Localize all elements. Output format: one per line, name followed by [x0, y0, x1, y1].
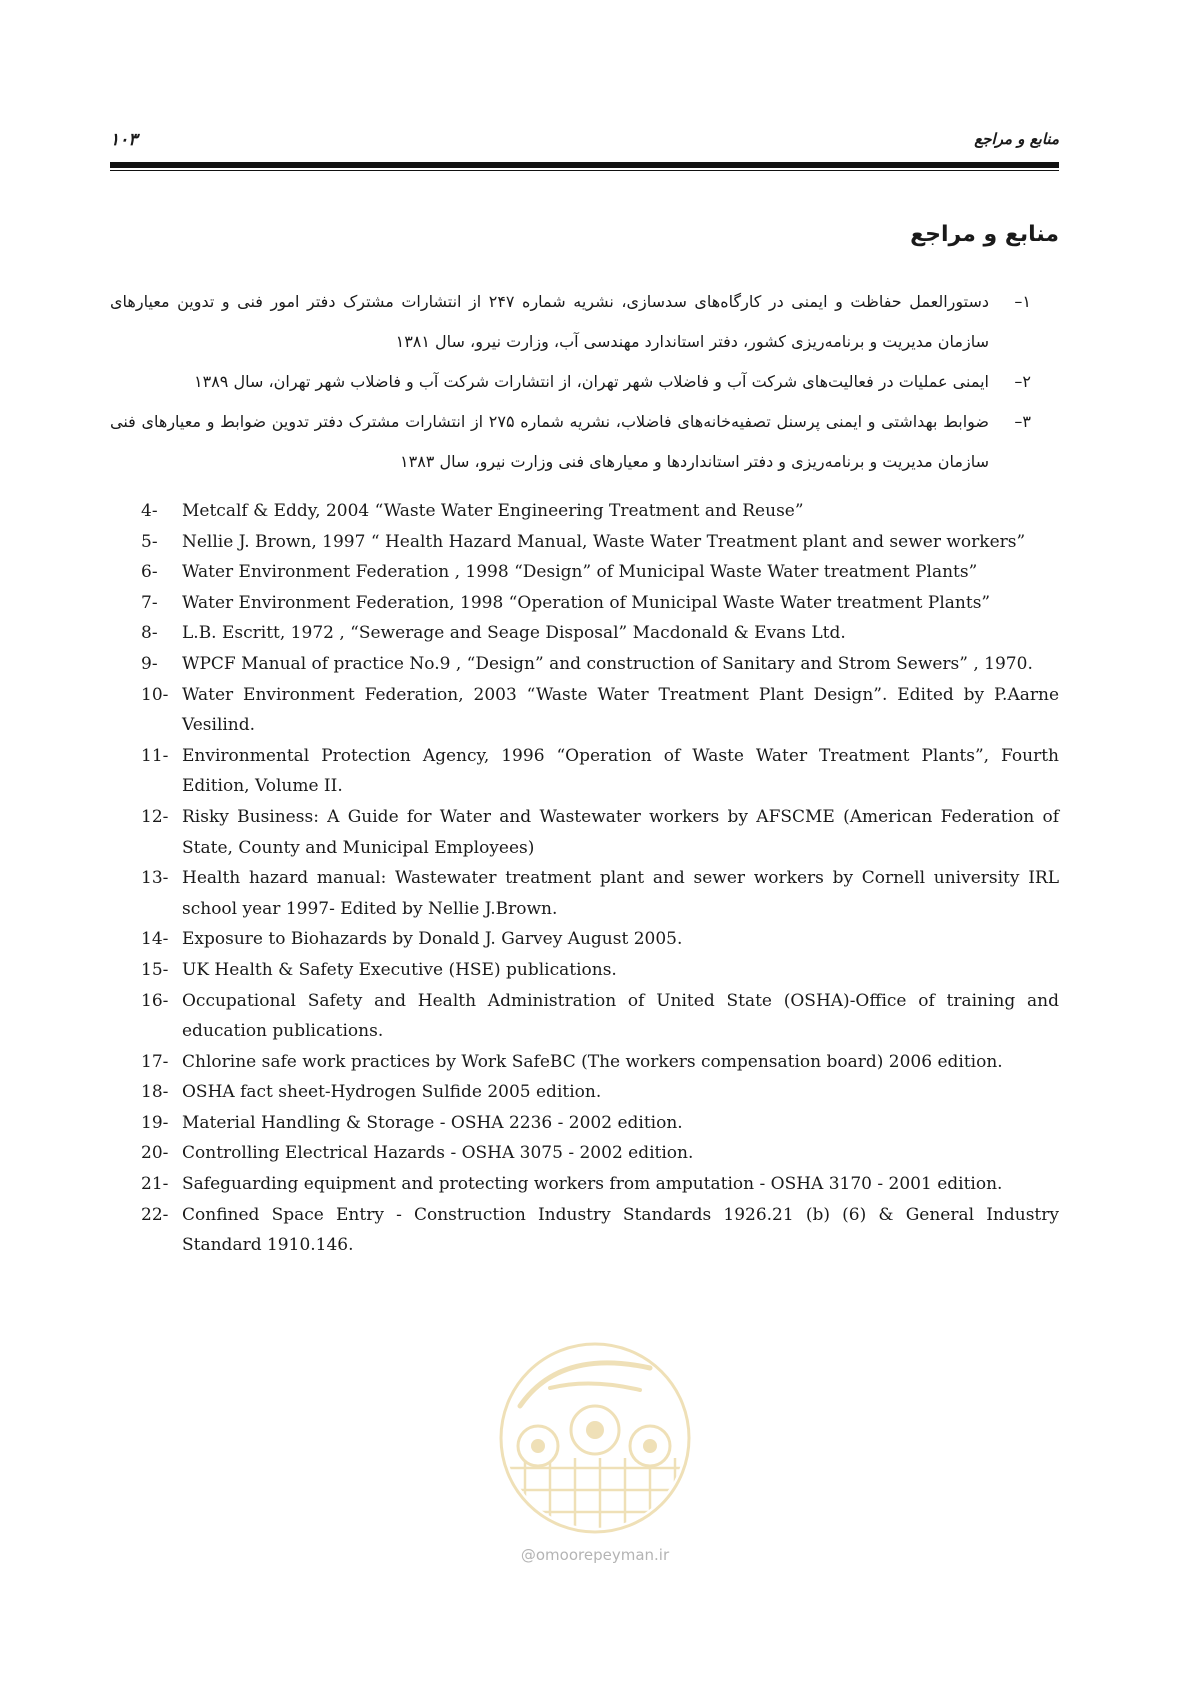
reference-text: Health hazard manual: Wastewater treatment plant and sewer workers by Cornell university IRL school year 1997- Edited by Nellie J.Brown.: [182, 868, 1059, 919]
reference-text: Water Environment Federation , 1998 “Design” of Municipal Waste Water treatment Plants”: [182, 562, 978, 583]
reference-item: [141, 527, 1059, 558]
reference-item: [141, 649, 1059, 680]
watermark-caption: @omoorepeyman.ir: [520, 1546, 670, 1564]
reference-number: 7-: [141, 592, 158, 613]
reference-item: [141, 618, 1059, 649]
reference-number: 17-: [141, 1051, 169, 1072]
reference-number: 22-: [141, 1204, 169, 1225]
reference-text: Occupational Safety and Health Administration of United State (OSHA)-Office of training and education publications.: [182, 990, 1059, 1042]
reference-number: 18-: [141, 1082, 169, 1103]
reference-text: Metcalf & Eddy, 2004 “Waste Water Engineering Treatment and Reuse”: [182, 501, 804, 521]
reference-number: 5-: [141, 531, 158, 552]
reference-number: 10-: [141, 684, 169, 705]
reference-text: Risky Business: A Guide for Water and Wastewater workers by AFSCME (American Federation of State, County and Municipal Employees): [182, 806, 1059, 858]
reference-number: 15-: [141, 959, 169, 980]
header-rule-thick: [110, 162, 1059, 168]
reference-item: [110, 402, 1031, 482]
reference-text: Material Handling & Storage - OSHA 2236 - 2002 edition.: [182, 1112, 683, 1133]
reference-text: Environmental Protection Agency, 1996 “Operation of Waste Water Treatment Plants”, Fourth Edition, Volume II.: [182, 745, 1059, 797]
reference-item: [141, 1108, 1059, 1139]
english-reference-list: [141, 496, 1059, 1261]
reference-item: [141, 955, 1059, 986]
reference-number: 16-: [141, 990, 169, 1011]
reference-text: UK Health & Safety Executive (HSE) publications.: [182, 959, 617, 980]
reference-number: 19-: [141, 1112, 169, 1133]
reference-item: [141, 1200, 1059, 1261]
reference-text: دستورالعمل حفاظت و ایمنی در کارگاه‌های سدسازی، نشریه شماره ۲۴۷ از انتشارات مشترک دفتر امور فنی و تدوین معیارهای سازمان مدیریت و برنامه‌ریزی کشور، دفتر استاندارد مهندسی آب، وزارت نیرو، سال ۱۳۸۱: [110, 292, 989, 351]
reference-item: [141, 1138, 1059, 1169]
reference-text: WPCF Manual of practice No.9 , “Design” and construction of Sanitary and Strom Sewers” , 1970.: [182, 653, 1033, 674]
reference-number: 13-: [141, 868, 169, 889]
reference-item: [110, 282, 1031, 362]
reference-number: 14-: [141, 929, 169, 950]
reference-item: [141, 557, 1059, 588]
reference-number: ۲–: [1014, 372, 1031, 391]
reference-number: 9-: [141, 653, 158, 674]
reference-item: [141, 680, 1059, 741]
reference-text: Confined Space Entry - Construction Industry Standards 1926.21 (b) (6) & General Industry Standard 1910.146.: [182, 1204, 1059, 1256]
persian-reference-list: [110, 282, 1031, 482]
reference-number: 20-: [141, 1143, 169, 1164]
reference-number: 6-: [141, 562, 158, 583]
reference-item: [141, 986, 1059, 1047]
reference-number: 11-: [141, 745, 169, 766]
reference-number: 12-: [141, 806, 169, 827]
reference-text: Nellie J. Brown, 1997 “ Health Hazard Manual, Waste Water Treatment plant and sewer workers”: [182, 531, 1026, 552]
header-rule-thin: [110, 170, 1059, 171]
reference-text: Water Environment Federation, 2003 “Waste Water Treatment Plant Design”. Edited by P.Aarne Vesilind.: [182, 684, 1059, 736]
reference-number: ۳–: [1014, 412, 1031, 431]
section-title: منابع و مراجع: [910, 222, 1059, 247]
reference-item: [110, 362, 1031, 402]
reference-number: ۱–: [1014, 292, 1031, 311]
reference-item: [141, 924, 1059, 955]
reference-number: 8-: [141, 623, 158, 644]
reference-item: [141, 1047, 1059, 1078]
page-header: [110, 130, 1059, 154]
reference-text: ایمنی عملیات در فعالیت‌های شرکت آب و فاضلاب شهر تهران، از انتشارات شرکت آب و فاضلاب شهر تهران، سال ۱۳۸۹: [194, 372, 989, 391]
reference-text: Water Environment Federation, 1998 “Operation of Municipal Waste Water treatment Plants”: [182, 592, 991, 613]
reference-text: L.B. Escritt, 1972 , “Sewerage and Seage Disposal” Macdonald & Evans Ltd.: [182, 623, 846, 644]
reference-text: Exposure to Biohazards by Donald J. Garvey August 2005.: [182, 929, 683, 950]
reference-item: [141, 1077, 1059, 1108]
reference-item: [141, 496, 1059, 527]
watermark-logo: [490, 1318, 700, 1578]
reference-text: Safeguarding equipment and protecting workers from amputation - OSHA 3170 - 2001 edition.: [182, 1174, 1003, 1195]
page-number: ۱۰۳: [110, 130, 138, 150]
reference-number: 4-: [141, 501, 158, 521]
reference-number: 21-: [141, 1174, 169, 1195]
reference-text: ضوابط بهداشتی و ایمنی پرسنل تصفیه‌خانه‌های فاضلاب، نشریه شماره ۲۷۵ از انتشارات مشترک دفتر تدوین ضوابط و معیارهای فنی سازمان مدیریت و برنامه‌ریزی و دفتر استانداردها و معیارهای فنی وزارت نیرو، سال ۱۳۸۳: [110, 412, 990, 471]
running-title: منابع و مراجع: [974, 130, 1059, 148]
reference-item: [141, 588, 1059, 619]
reference-item: [141, 741, 1059, 802]
reference-item: [141, 802, 1059, 863]
reference-item: [141, 863, 1059, 924]
reference-text: Chlorine safe work practices by Work SafeBC (The workers compensation board) 2006 edition.: [182, 1051, 1003, 1072]
reference-item: [141, 1169, 1059, 1200]
reference-text: Controlling Electrical Hazards - OSHA 3075 - 2002 edition.: [182, 1143, 694, 1164]
reference-text: OSHA fact sheet-Hydrogen Sulfide 2005 edition.: [182, 1082, 602, 1103]
